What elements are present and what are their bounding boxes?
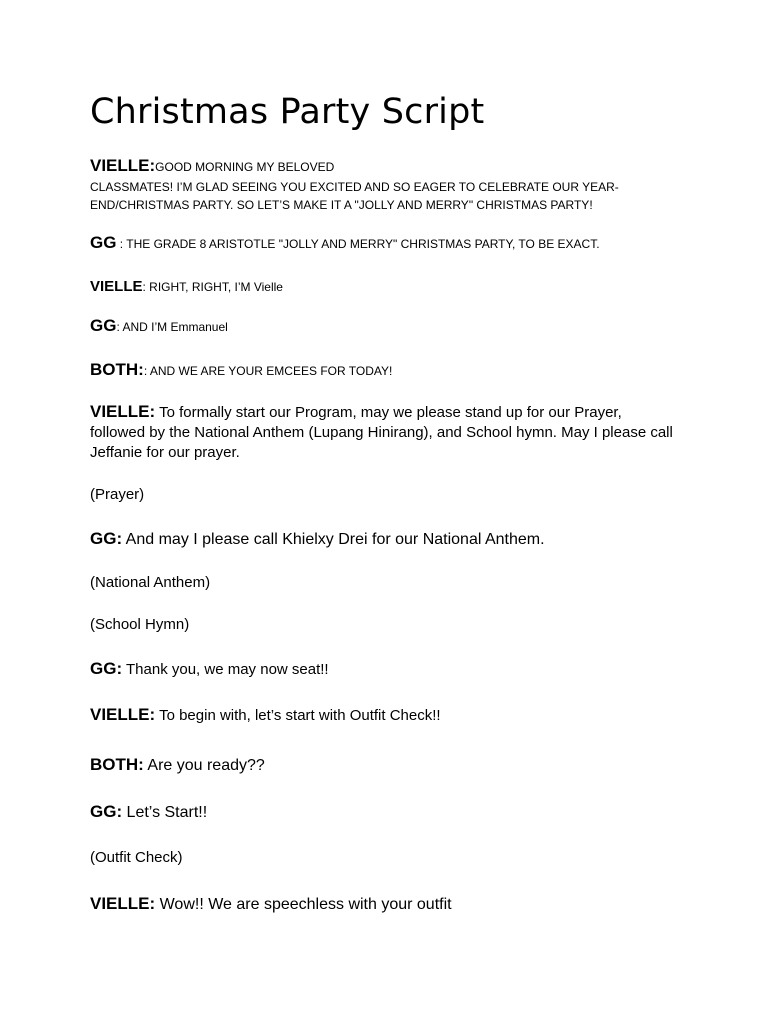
- dialogue-text: To formally start our Program, may we please stand up for our Prayer, followed by the National Anthem (Lupang Hinirang), and School hymn. May I please call Jeffanie for our prayer.: [90, 404, 673, 461]
- script-line: [90, 659, 690, 679]
- speaker-label: GG:: [90, 529, 123, 548]
- dialogue-text: Let’s Start!!: [122, 804, 208, 821]
- script-line: [90, 156, 690, 176]
- stage-direction: (Outfit Check): [90, 849, 183, 866]
- script-line: [90, 705, 690, 725]
- page-title: Christmas Party Script: [90, 92, 485, 132]
- speaker-label: GG: [90, 233, 117, 252]
- dialogue-text: And may I please call Khielxy Drei for our National Anthem.: [122, 531, 545, 548]
- stage-direction: (Prayer): [90, 486, 145, 503]
- dialogue-text: END/CHRISTMAS PARTY. SO LET’S MAKE IT A "JOLLY AND MERRY" CHRISTMAS PARTY!: [90, 198, 593, 212]
- script-line: [90, 360, 690, 380]
- dialogue-text: CLASSMATES! I’M GLAD SEEING YOU EXCITED AND SO EAGER TO CELEBRATE OUR YEAR-: [90, 180, 619, 194]
- script-line: [90, 802, 690, 822]
- script-paragraph: [90, 402, 680, 463]
- speaker-label: VIELLE:: [90, 705, 156, 724]
- speaker-label: BOTH:: [90, 360, 144, 379]
- speaker-label: GG:: [90, 802, 123, 821]
- script-line: [90, 529, 690, 549]
- script-line: [90, 894, 690, 914]
- speaker-label: VIELLE:: [90, 156, 156, 175]
- stage-direction: (School Hymn): [90, 616, 190, 633]
- speaker-label: BOTH:: [90, 755, 144, 774]
- speaker-label: VIELLE:: [90, 894, 156, 913]
- script-line: [90, 180, 690, 194]
- dialogue-text: : RIGHT, RIGHT, I’M Vielle: [142, 280, 283, 294]
- script-line: [90, 233, 690, 253]
- speaker-label: VIELLE: [90, 278, 143, 295]
- speaker-label: GG: [90, 316, 117, 335]
- script-line: [90, 277, 690, 296]
- dialogue-text: Are you ready??: [143, 757, 265, 774]
- dialogue-text: Thank you, we may now seat!!: [122, 661, 329, 678]
- dialogue-text: GOOD MORNING MY BELOVED: [155, 160, 335, 174]
- dialogue-text: : THE GRADE 8 ARISTOTLE "JOLLY AND MERRY" CHRISTMAS PARTY, TO BE EXACT.: [116, 237, 600, 251]
- speaker-label: VIELLE:: [90, 402, 156, 421]
- script-line: [90, 755, 690, 775]
- dialogue-text: : AND I’M Emmanuel: [116, 320, 228, 334]
- stage-direction: (National Anthem): [90, 574, 211, 591]
- dialogue-text: : AND WE ARE YOUR EMCEES FOR TODAY!: [143, 364, 393, 378]
- speaker-label: GG:: [90, 659, 123, 678]
- script-line: [90, 316, 690, 336]
- script-line: [90, 198, 690, 212]
- dialogue-text: Wow!! We are speechless with your outfit: [155, 896, 452, 913]
- dialogue-text: To begin with, let’s start with Outfit Check!!: [155, 707, 441, 724]
